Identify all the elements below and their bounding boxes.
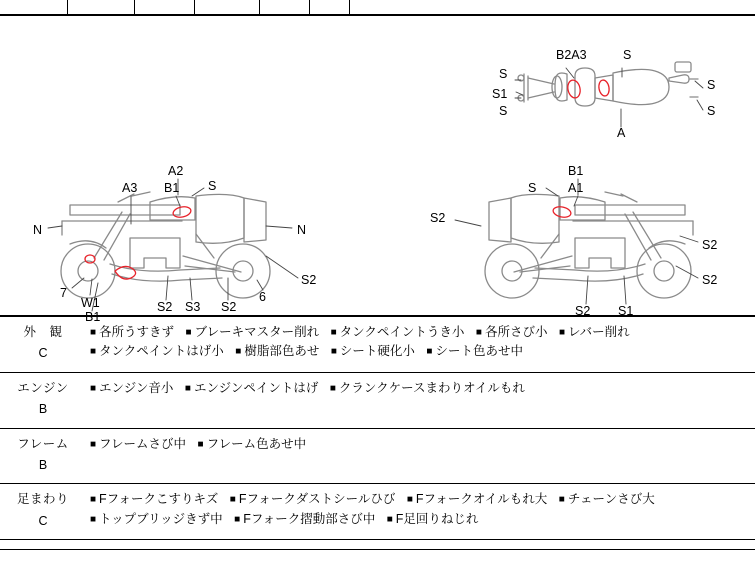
category-grade: C [38, 513, 48, 528]
label-s1: S1 [492, 87, 508, 101]
damage-diagram [0, 16, 755, 324]
label-s2: S2 [702, 273, 718, 287]
bullet-icon: ■ [185, 327, 192, 338]
category-grade: C [38, 346, 48, 361]
condition-item-label: エンジンペイントはげ [193, 380, 319, 395]
condition-item [330, 381, 525, 395]
condition-item [185, 381, 318, 395]
bullet-icon: ■ [90, 438, 97, 450]
bottom-blank-band [0, 549, 755, 561]
category-grade: B [38, 457, 48, 472]
condition-item-label: レバー削れ [567, 325, 630, 339]
left-side-view-bike [61, 192, 270, 298]
label-a3: A3 [122, 181, 138, 195]
category-cell-engine [0, 372, 86, 428]
bullet-icon: ■ [90, 346, 97, 358]
bullet-icon: ■ [330, 346, 337, 358]
condition-item-label: シート色あせ中 [435, 344, 523, 359]
label-s1: S1 [618, 304, 634, 318]
bullet-icon: ■ [184, 382, 191, 394]
condition-item [331, 344, 415, 358]
condition-item [198, 437, 307, 451]
category-label: エンジン [17, 380, 69, 395]
condition-item-label: チェーンさび大 [567, 492, 655, 507]
category-label: 足まわり [16, 492, 69, 507]
diagram-labels [33, 48, 717, 324]
top-strip-cell [135, 0, 195, 16]
bullet-icon: ■ [558, 494, 565, 506]
bullet-icon: ■ [90, 327, 97, 338]
condition-item [407, 492, 547, 506]
label-n: N [297, 223, 307, 237]
condition-item-label: F足回りねじれ [395, 511, 479, 526]
right-side-view-bike [485, 192, 693, 298]
condition-item [387, 512, 479, 526]
label-6: 6 [259, 290, 266, 304]
items-cell-frame [86, 428, 755, 484]
bullet-icon: ■ [234, 513, 241, 525]
condition-item [90, 344, 224, 358]
condition-item [476, 325, 548, 339]
label-s: S [707, 104, 716, 118]
label-n: N [33, 223, 43, 237]
top-strip-cell [310, 0, 350, 16]
label-s2: S2 [221, 300, 237, 314]
bullet-icon: ■ [426, 346, 433, 358]
condition-item-label: フレーム色あせ中 [206, 436, 307, 451]
condition-item-label: Fフォーク摺動部さび中 [243, 511, 376, 526]
label-s: S [208, 179, 217, 193]
top-strip-cell [68, 0, 135, 16]
top-strip-cell [350, 0, 755, 16]
condition-item [235, 344, 319, 358]
category-label: 外 観 [23, 325, 63, 339]
label-s2: S2 [301, 273, 317, 287]
bullet-icon: ■ [90, 494, 97, 506]
items-cell-appearance [86, 317, 755, 372]
label-s2: S2 [430, 211, 446, 225]
condition-table [0, 317, 755, 540]
category-cell-suspension [0, 484, 86, 540]
condition-item-label: 樹脂部色あせ [244, 344, 320, 359]
condition-item-label: フレームさび中 [99, 436, 187, 451]
table-row [0, 484, 755, 540]
label-s2: S2 [702, 238, 718, 252]
label-b2a3: B2A3 [556, 48, 587, 62]
condition-item [331, 325, 465, 339]
label-w1: W1 [81, 296, 100, 310]
condition-item [426, 344, 523, 358]
bullet-icon: ■ [475, 327, 482, 338]
top-strip-cell [260, 0, 310, 16]
items-cell-engine [86, 372, 755, 428]
bullet-icon: ■ [406, 494, 413, 506]
bullet-icon: ■ [558, 327, 565, 338]
label-s2: S2 [157, 300, 173, 314]
label-b1: B1 [164, 181, 180, 195]
label-s: S [499, 104, 508, 118]
category-grade: B [38, 402, 48, 417]
bullet-icon: ■ [90, 382, 97, 394]
condition-item [90, 437, 186, 451]
top-strip-cell [195, 0, 260, 16]
condition-item [559, 492, 655, 506]
label-b1: B1 [568, 164, 584, 178]
label-s2: S2 [575, 304, 591, 318]
bullet-icon: ■ [386, 513, 393, 525]
label-s: S [499, 67, 508, 81]
top-strip-cell [0, 0, 68, 16]
condition-item-label: シート硬化小 [339, 344, 415, 359]
label-s: S [707, 78, 716, 92]
condition-item-label: タンクペイントはげ小 [99, 344, 224, 359]
condition-item [234, 512, 375, 526]
condition-item [230, 492, 396, 506]
condition-item-label: Fフォークオイルもれ大 [415, 492, 548, 507]
label-s: S [528, 181, 537, 195]
condition-item-label: 各所うすきず [99, 325, 175, 339]
condition-item-label: タンクペイントうき小 [339, 325, 465, 339]
condition-item-label: トップブリッジきず中 [99, 511, 223, 526]
items-cell-suspension [86, 484, 755, 540]
category-cell-frame [0, 428, 86, 484]
condition-item [559, 325, 630, 339]
label-a: A [617, 126, 626, 140]
category-label: フレーム [17, 436, 69, 451]
condition-item [90, 325, 174, 339]
table-row [0, 372, 755, 428]
label-7: 7 [60, 286, 67, 300]
condition-item [186, 325, 320, 339]
condition-item-label: 各所さび小 [484, 325, 548, 339]
bullet-icon: ■ [329, 382, 336, 394]
label-a1: A1 [568, 181, 584, 195]
bullet-icon: ■ [235, 346, 242, 358]
label-a2: A2 [168, 164, 184, 178]
condition-item-label: エンジン音小 [99, 380, 174, 395]
bullet-icon: ■ [90, 513, 97, 525]
condition-item-label: Fフォークダストシールひび [238, 492, 396, 507]
condition-item-label: ブレーキマスター削れ [194, 325, 320, 339]
top-table-strip [0, 0, 755, 16]
condition-item [90, 381, 173, 395]
category-cell-appearance [0, 317, 86, 372]
condition-item [90, 492, 218, 506]
label-b1: B1 [85, 310, 101, 324]
bullet-icon: ■ [197, 438, 204, 450]
condition-item-label: Fフォークこすりキズ [99, 492, 219, 507]
condition-item [90, 512, 223, 526]
bullet-icon: ■ [229, 494, 236, 506]
bullet-icon: ■ [330, 327, 337, 338]
label-s: S [623, 48, 632, 62]
table-row [0, 317, 755, 372]
condition-item-label: クランクケースまわりオイルもれ [338, 380, 525, 395]
table-row [0, 428, 755, 484]
top-view-bike [518, 62, 698, 106]
label-s3: S3 [185, 300, 201, 314]
